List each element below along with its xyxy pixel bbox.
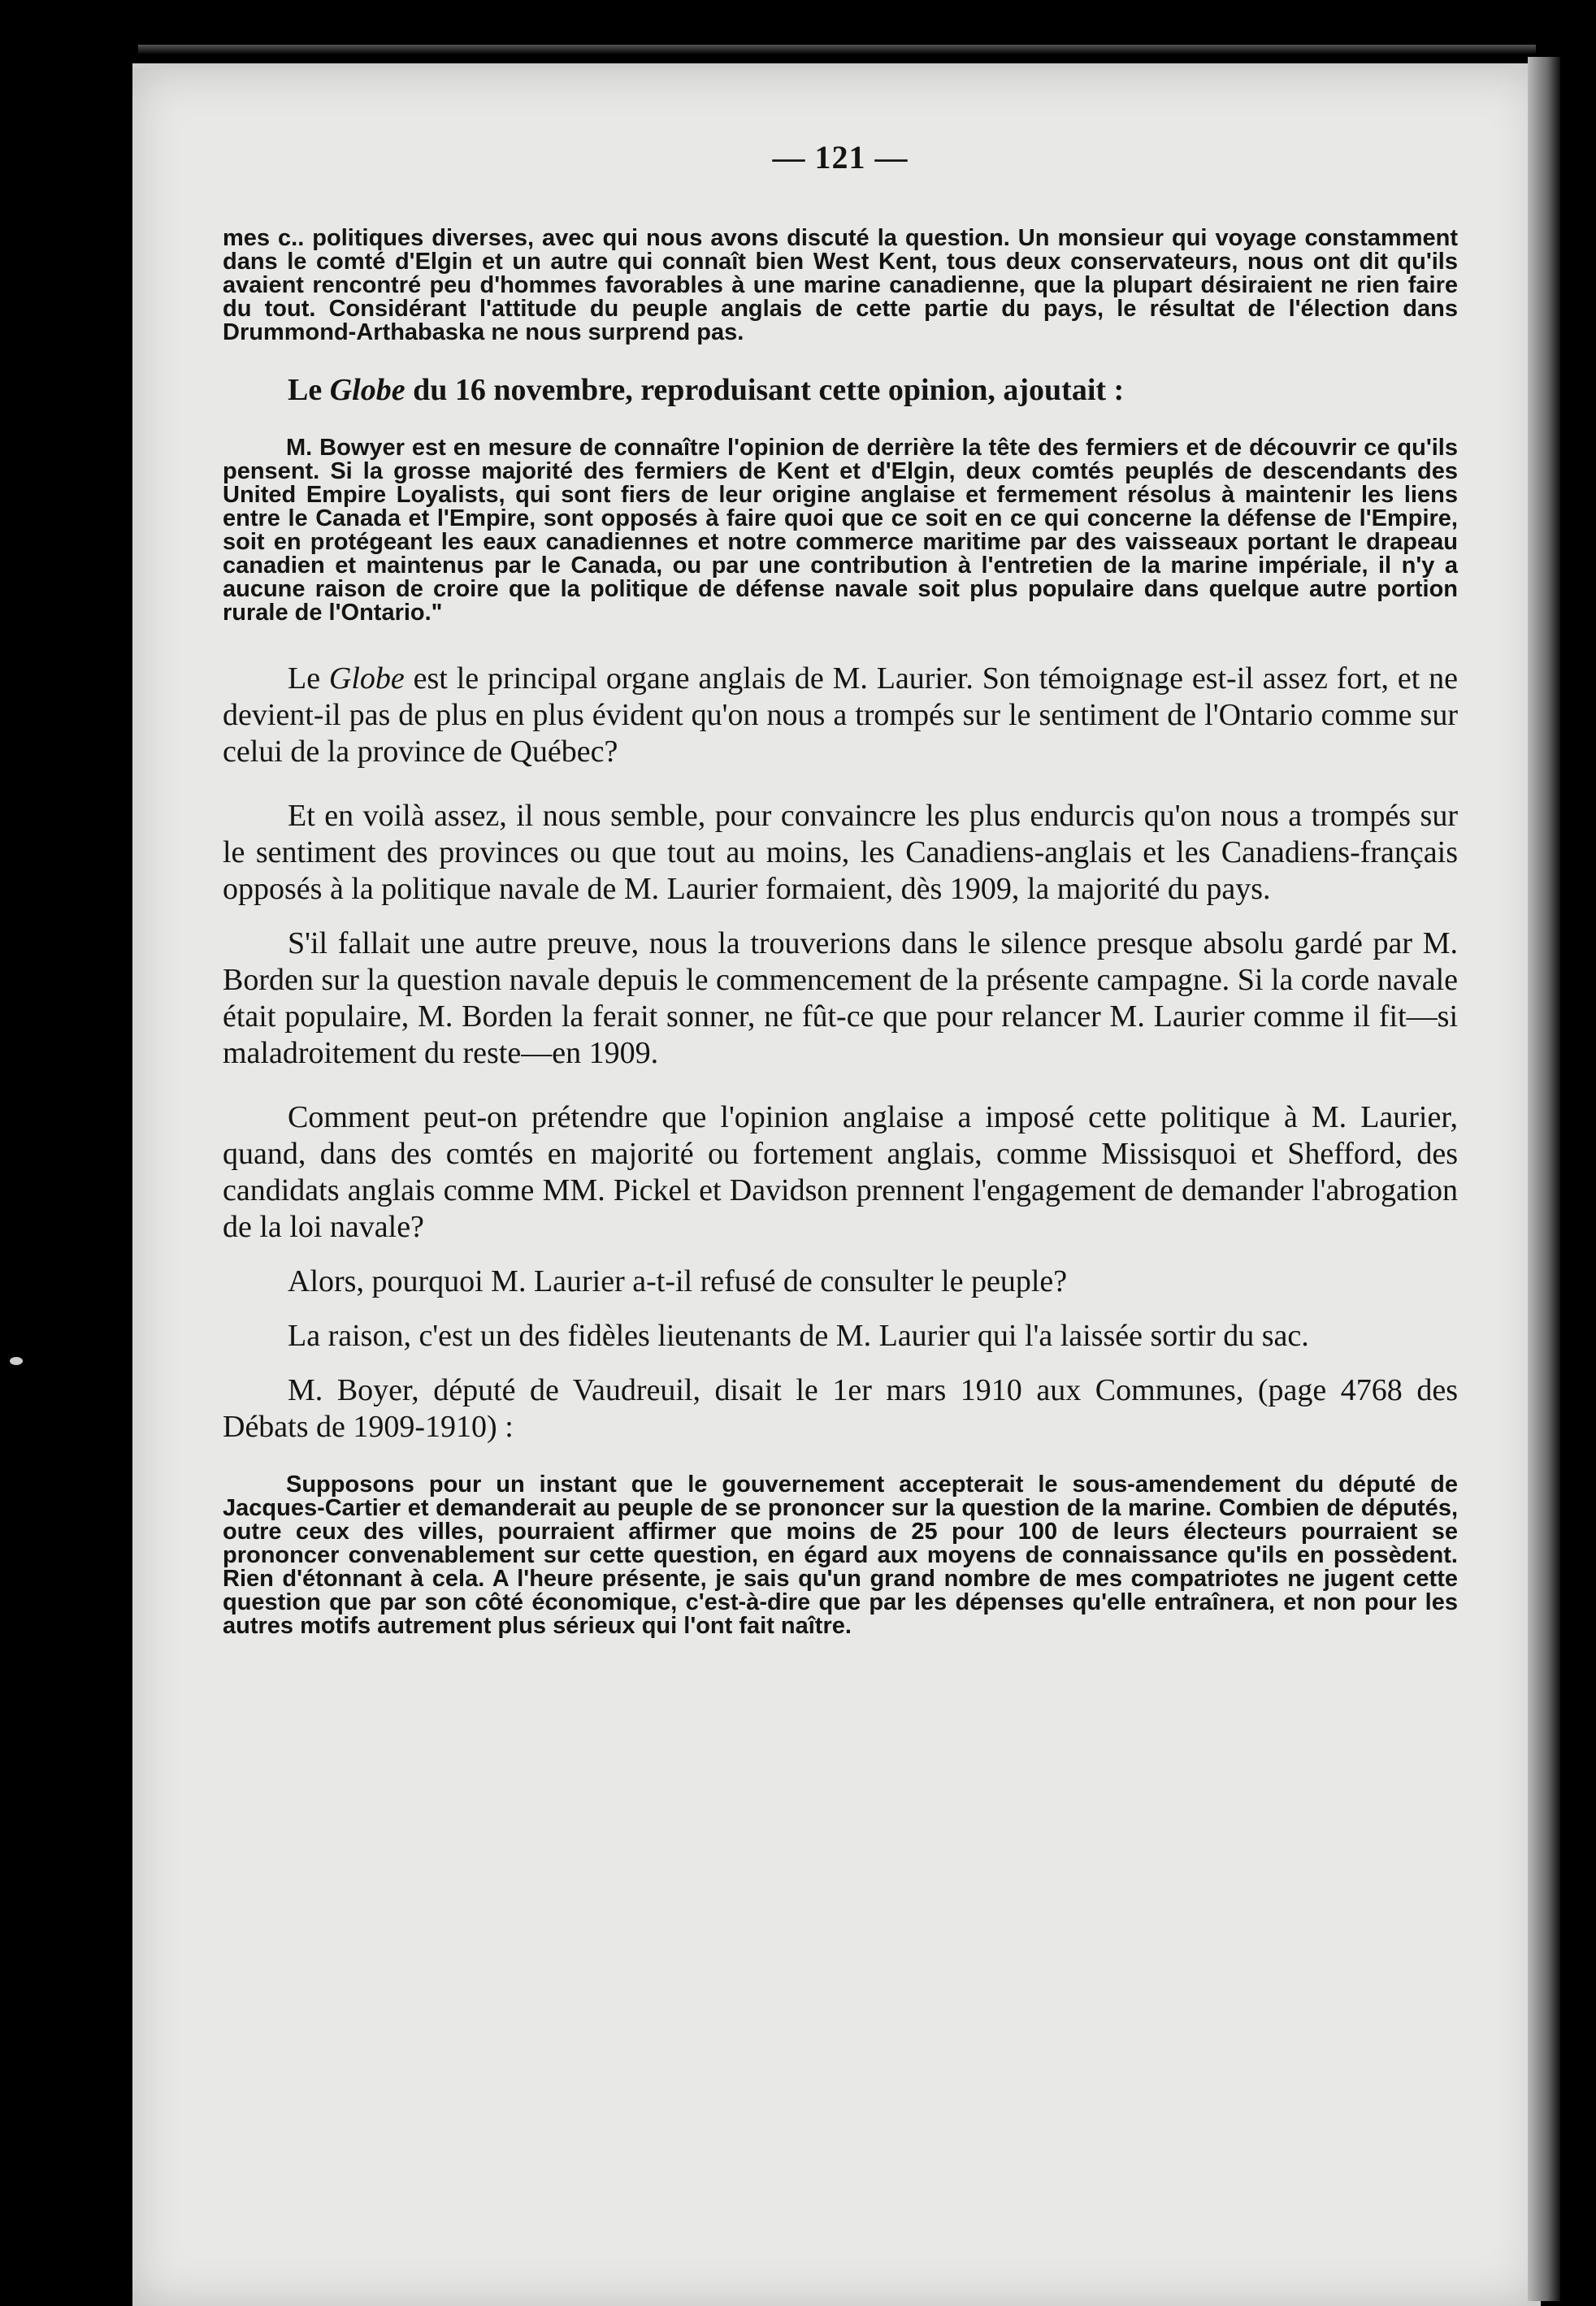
para1-le: Le [288,661,321,696]
para1-text: est le principal organe anglais de M. Laurier. Son témoignage est-il assez fort, et ne devient-il pas de plus en plus évident qu'on nous a trompés sur le sentiment de l'Ontario comme sur celui de la province de Québec? [223,661,1459,769]
globe-intro [223,372,1458,409]
scan-border-top [138,45,1536,54]
quote-block-bowyer: M. Bowyer est en mesure de connaître l'opinion de derrière la tête des fermiers et de découvrir ce qu'ils pensent. Si la grosse majorité des fermiers de Kent et d'Elgin, deux comtés peuplés de descendants des United Empire Loyalists, qui sont fiers de leur origine anglaise et fermement résolus à maintenir les liens entre le Canada et l'Empire, sont opposés à faire quoi que ce soit en ce qui concerne la défense de l'Empire, soit en protégeant les eaux canadiennes et notre commerce maritime par des vaisseaux portant le drapeau canadien et maintenus par le Canada, ou par une contribution à l'entretien de la marine impériale, il n'y a aucune raison de croire que la politique de défense navale soit plus populaire dans quelque autre portion rurale de l'Ontario." [223,435,1458,626]
paragraph-opinion-anglaise: Comment peut-on prétendre que l'opinion anglaise a imposé cette politique à M. Laurier, quand, dans des comtés en majorité ou fortement anglais, comme Missisquoi et Shefford, des candidats anglais comme MM. Pickel et Davidson prennent l'engagement de demander l'abrogation de la loi navale? [223,1100,1458,1244]
paragraph-globe-organe [223,661,1458,770]
paragraph-boyer: M. Boyer, député de Vaudreuil, disait le 1er mars 1910 aux Communes, (page 4768 des Débats de 1909-1910) : [223,1373,1458,1444]
page-content [223,138,1458,1638]
paragraph-raison: La raison, c'est un des fidèles lieutenants de M. Laurier qui l'a laissée sortir du sac. [288,1319,1309,1353]
paragraph-autre-preuve: S'il fallait une autre preuve, nous la trouverions dans le silence presque absolu gardé par M. Borden sur la question navale depuis le commencement de la présente campagne. Si la corde navale était populaire, M. Borden la ferait sonner, ne fût-ce que pour relancer M. Laurier comme il fit—si maladroitement du reste—en 1909. [223,926,1458,1070]
scan-speck [10,1357,23,1365]
paragraph-convaincre: Et en voilà assez, il nous semble, pour convaincre les plus endurcis qu'on nous a trompés sur le sentiment des provinces ou que tout au moins, les Canadiens-anglais et les Canadiens-français opposés à la politique navale de M. Laurier formaient, dès 1909, la majorité du pays. [223,799,1458,906]
globe-intro-name: Globe [329,373,406,407]
paragraph-pourquoi: Alors, pourquoi M. Laurier a-t-il refusé de consulter le peuple? [288,1264,1068,1298]
quote-block-supposons: Supposons pour un instant que le gouvernement accepterait le sous-amendement du député de Jacques-Cartier et demanderait au peuple de se prononcer sur la question de la marine. Combien de députés, outre ceux des villes, pourraient affirmer que moins de 25 pour 100 de leurs électeurs pourraient se prononcer convenablement sur cette question, en égard aux moyens de connaissance qu'ils en possèdent. Rien d'étonnant à cela. A l'heure présente, je sais qu'un grand nombre de mes compatriotes ne jugent cette question que par son côté économique, c'est-à-dire que par les dépenses qu'elle entraînera, et non pour les autres motifs autrement plus sérieux qui l'ont fait naître. [223,1472,1458,1639]
globe-intro-le: Le [288,373,323,407]
para1-globe: Globe [328,661,405,696]
quote-block-elgin: mes c.. politiques diverses, avec qui nous avons discuté la question. Un monsieur qui voyage constamment dans le comté d'Elgin et un autre qui connaît bien West Kent, tous deux conservateurs, nous ont dit qu'ils avaient rencontré peu d'hommes favorables à une marine canadienne, que la plupart désiraient ne rien faire du tout. Considérant l'attitude du peuple anglais de cette partie du pays, le résultat de l'élection dans Drummond-Arthabaska ne nous surprend pas. [223,225,1458,345]
page-number: — 121 — [772,139,909,176]
globe-intro-text: du 16 novembre, reproduisant cette opinion, ajoutait : [413,373,1125,407]
book-spine [1528,57,1560,2301]
